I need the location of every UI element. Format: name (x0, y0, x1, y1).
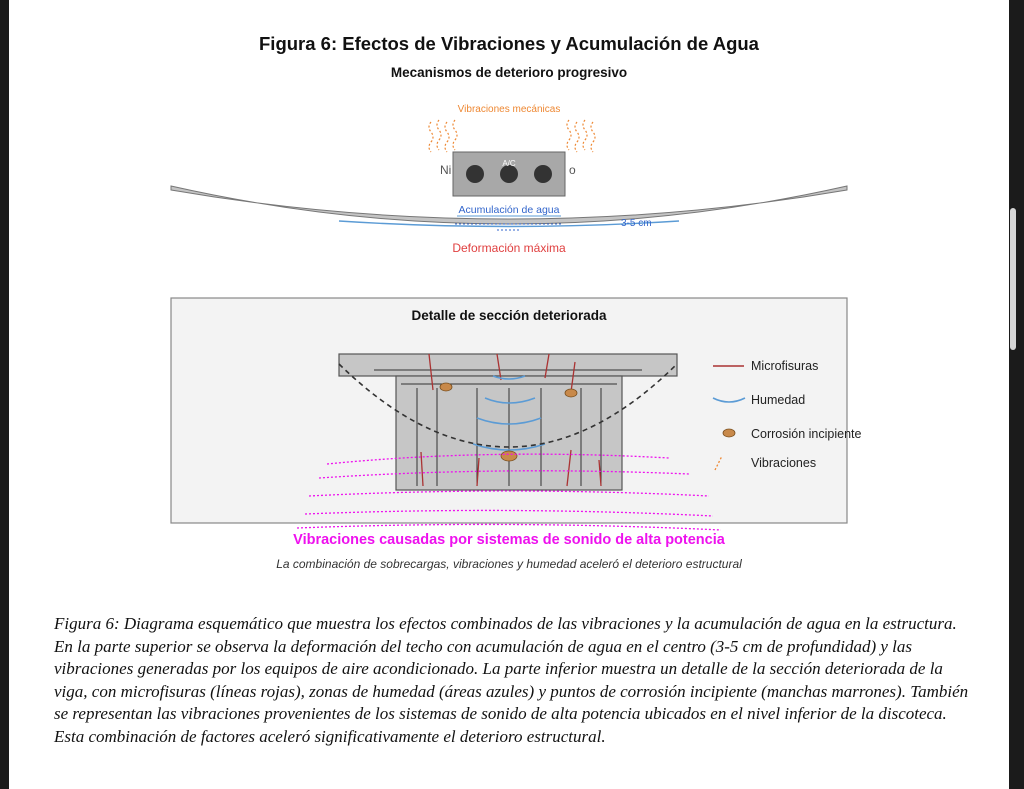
legend-humidity-label: Humedad (751, 393, 806, 407)
legend-corrosion-label: Corrosión incipiente (751, 427, 862, 441)
legend-vibrations-label: Vibraciones (751, 456, 817, 470)
detail-title: Detalle de sección deteriorada (411, 308, 607, 323)
scrollbar-thumb[interactable] (1010, 208, 1016, 350)
roof-label-left: Ni (440, 163, 452, 177)
corrosion-point-1 (440, 383, 452, 391)
ac-unit-label: A/C (502, 159, 516, 168)
section-slab (339, 354, 677, 376)
vibration-waves-right (567, 120, 595, 152)
deterioration-diagram (9, 0, 1009, 600)
roof-label-right: o (569, 163, 576, 177)
document-page (9, 0, 1009, 789)
deformation-label: Deformación máxima (452, 241, 566, 255)
depth-label: 3-5 cm (621, 218, 652, 229)
corrosion-point-2 (565, 389, 577, 397)
water-label: Acumulación de agua (458, 204, 560, 216)
figure-subtitle: Mecanismos de deterioro progresivo (390, 65, 628, 80)
corrosion-point-3 (501, 451, 517, 461)
vibration-caption: Vibraciones causadas por sistemas de sonido de alta potencia (293, 532, 725, 548)
ac-fan-1 (466, 165, 484, 183)
legend-microcracks-label: Microfisuras (751, 359, 819, 373)
figure-note: La combinación de sobrecargas, vibraciones y humedad aceleró el deterioro estructural (276, 557, 742, 571)
legend-corrosion-icon (723, 429, 735, 437)
figure-title: Figura 6: Efectos de Vibraciones y Acumulación de Agua (259, 33, 759, 54)
vibration-label: Vibraciones mecánicas (457, 104, 561, 115)
figure-caption: Figura 6: Diagrama esquemático que muestra los efectos combinados de las vibraciones y la acumulación de agua en la estructura. En la parte superior se observa la deformación del techo con acumulación de agua en el centro (3-5 cm de profundidad) y las vibraciones generadas por los equipos de aire acondicionado. La parte inferior muestra un detalle de la sección deteriorada de la viga, con microfisuras (líneas rojas), zonas de humedad (áreas azules) y puntos de corrosión incipiente (manchas marrones). También se representan las vibraciones provenientes de los sistemas de sonido de alta potencia ubicados en el nivel inferior de la discoteca. Esta combinación de factores aceleró significativamente el deterioro estructural. (54, 614, 969, 746)
ac-fan-3 (534, 165, 552, 183)
vibration-waves-left (429, 120, 457, 152)
